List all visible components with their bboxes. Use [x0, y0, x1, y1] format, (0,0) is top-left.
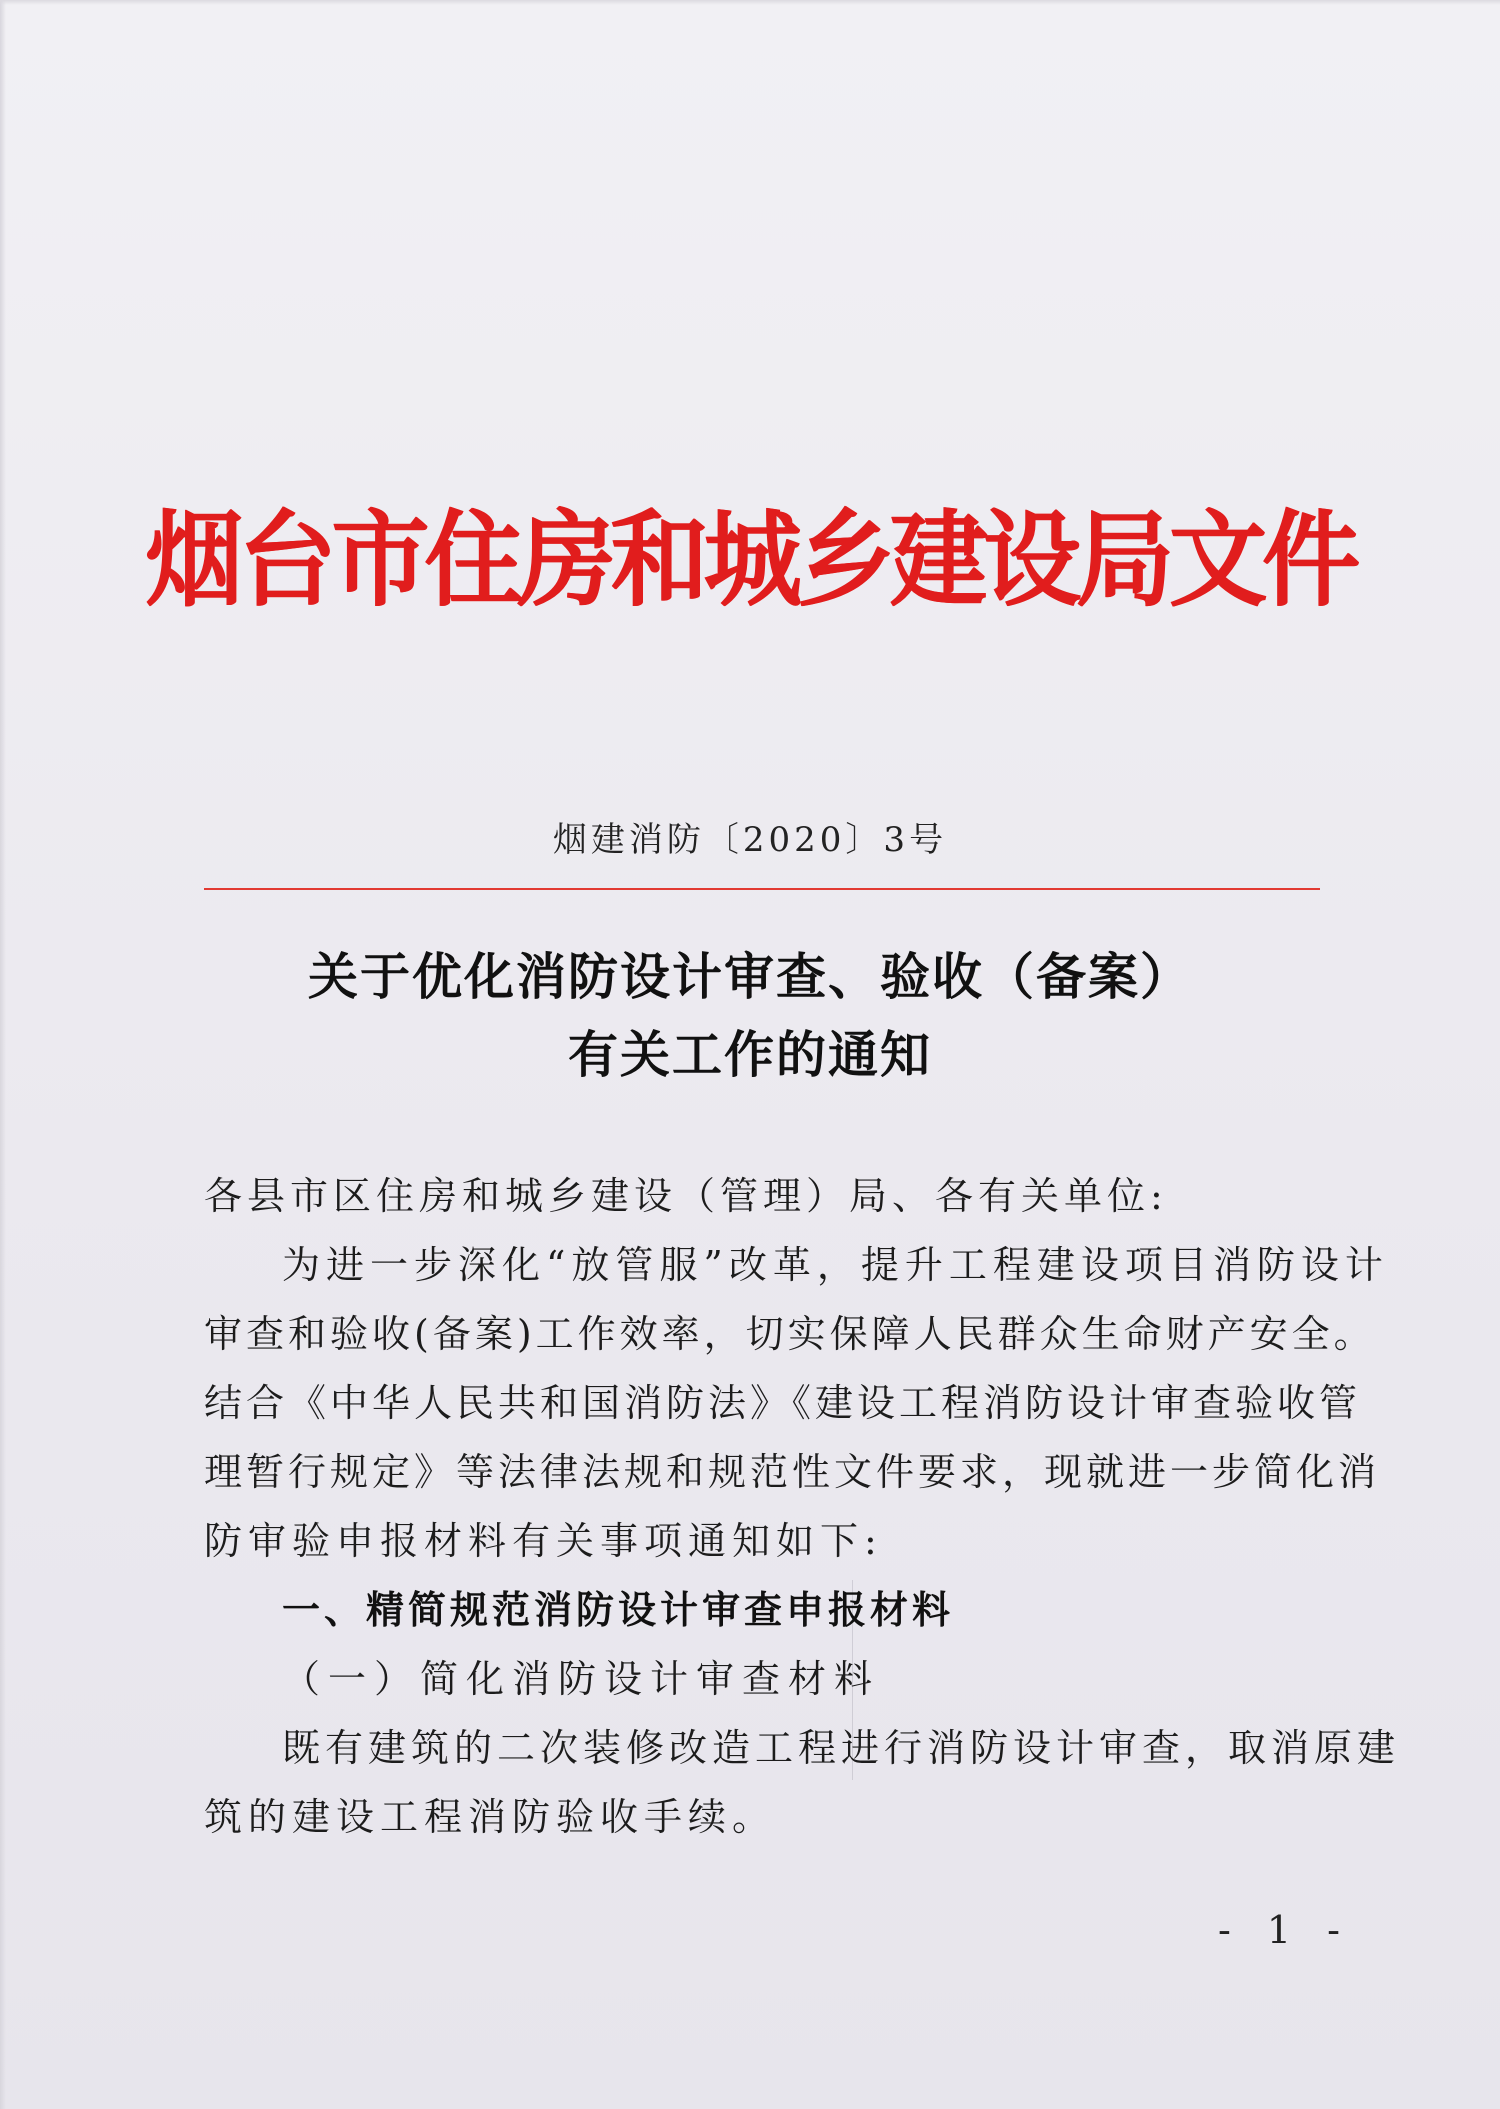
section-1-line-1: 既有建筑的二次装修改造工程进行消防设计审查，取消原建	[282, 1726, 1401, 1770]
page-number: - 1 -	[1218, 1908, 1353, 1952]
intro-line-5: 防审验申报材料有关事项通知如下:	[204, 1519, 883, 1563]
section-1-line-2: 筑的建设工程消防验收手续。	[204, 1795, 777, 1839]
letterhead-title: 烟台市住房和城乡建设局文件	[145, 499, 1355, 621]
salutation: 各县市区住房和城乡建设（管理）局、各有关单位:	[204, 1174, 1168, 1218]
intro-line-3: 结合《中华人民共和国消防法》《建设工程消防设计审查验收管	[204, 1381, 1362, 1425]
notice-title-line-2: 有关工作的通知	[568, 1026, 932, 1084]
section-1-subheading: （一）简化消防设计审查材料	[282, 1657, 881, 1701]
notice-title-line-1: 关于优化消防设计审查、验收（备案）	[308, 948, 1192, 1006]
section-1-heading: 一、精简规范消防设计审查申报材料	[282, 1588, 955, 1632]
intro-line-2: 审查和验收(备案)工作效率，切实保障人民群众生命财产安全。	[204, 1312, 1376, 1356]
red-separator-line	[204, 888, 1320, 890]
scan-top-shadow	[0, 0, 1500, 5]
intro-line-4: 理暂行规定》等法律法规和规范性文件要求，现就进一步简化消	[204, 1450, 1381, 1494]
intro-line-1: 为进一步深化“放管服”改革，提升工程建设项目消防设计	[282, 1243, 1389, 1287]
document-number: 烟建消防〔2020〕3号	[552, 820, 948, 860]
